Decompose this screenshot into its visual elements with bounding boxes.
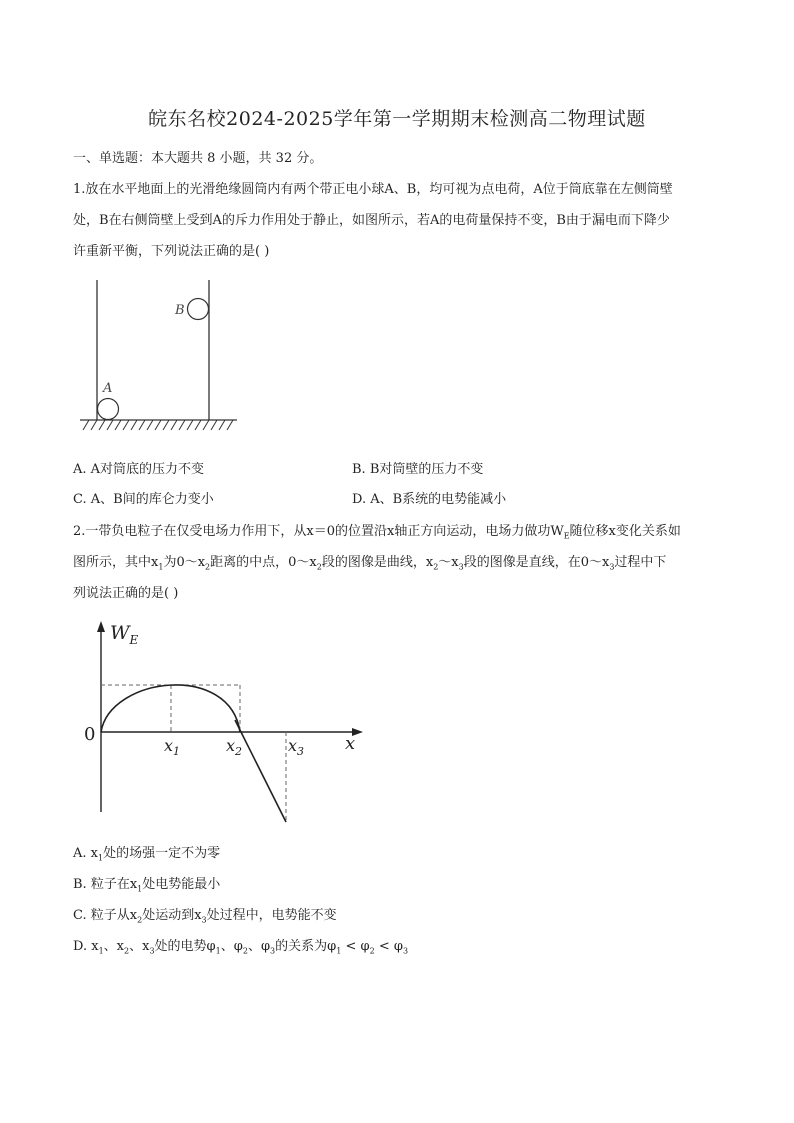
y-axis-arrow [97,621,105,632]
q1-option-a[interactable]: A. A对筒底的压力不变 [73,462,205,477]
q1-option-b[interactable]: B. B对筒壁的压力不变 [352,462,484,477]
ground-hatching [83,420,233,430]
q1-stem-line-2: 处，B在右侧筒壁上受到A的斥力作用处于静止，如图所示，若A的电荷量保持不变，B由于漏电而下降少 [73,213,670,228]
q2-option-a[interactable]: A. $x_1$处的场强一定不为零 [73,846,221,863]
q1-stem-line-1: 1.放在水平地面上的光滑绝缘圆筒内有两个带正电小球A、B，均可视为点电荷，A位于筒底靠在左侧筒壁 [73,182,673,197]
q2-stem-line-1: 2.一带负电粒子在仅受电场力作用下，从x＝0的位置沿x轴正方向运动，电场力做功$W_E$随位移x变化关系如 [73,524,681,541]
q2-option-d[interactable]: D. $x_1$、$x_2$、$x_3$处的电势$\varphi_1$、$\varphi_2$、$\varphi_3$的关系为$\varphi_1 < \varphi_2 < \varphi_3$ [73,939,409,956]
section-heading: 一、单选题：本大题共 8 小题，共 32 分。 [73,151,323,166]
x2-label: $x_2$ [226,736,243,758]
q2-option-b[interactable]: B. 粒子在$x_1$处电势能最小 [73,877,221,894]
x-axis-label: x [345,733,356,754]
work-curve-line [235,720,286,822]
origin-label: 0 [84,724,96,745]
x1-label: $x_1$ [164,736,181,758]
q2-option-c[interactable]: C. 粒子从$x_2$处运动到$x_3$处过程中，电势能不变 [73,908,337,925]
ball-b [188,299,209,320]
page-title: 皖东名校2024-2025学年第一学期期末检测高二物理试题 [148,108,646,130]
q1-option-d[interactable]: D. A、B系统的电势能减小 [352,492,507,507]
ball-a-label: A [103,381,113,396]
ball-a [98,399,119,420]
q1-option-c[interactable]: C. A、B间的库仑力变小 [73,492,214,507]
x3-label: $x_3$ [288,736,305,758]
q2-stem-line-2: 图所示，其中$x_1$为$0\sim x_2$距离的中点，$0\sim x_2$段的图像是曲线，$x_2\sim x_3$段的图像是直线，在$0\sim x_3$过程中下 [73,555,667,572]
y-axis-label: $W_E$ [110,622,139,647]
ball-b-label: B [175,303,185,318]
q1-stem-line-3: 许重新平衡，下列说法正确的是( ) [73,244,270,259]
q2-stem-line-3: 列说法正确的是( ) [73,586,179,601]
q2-work-displacement-graph [80,617,380,832]
q1-cylinder-figure [75,275,245,435]
